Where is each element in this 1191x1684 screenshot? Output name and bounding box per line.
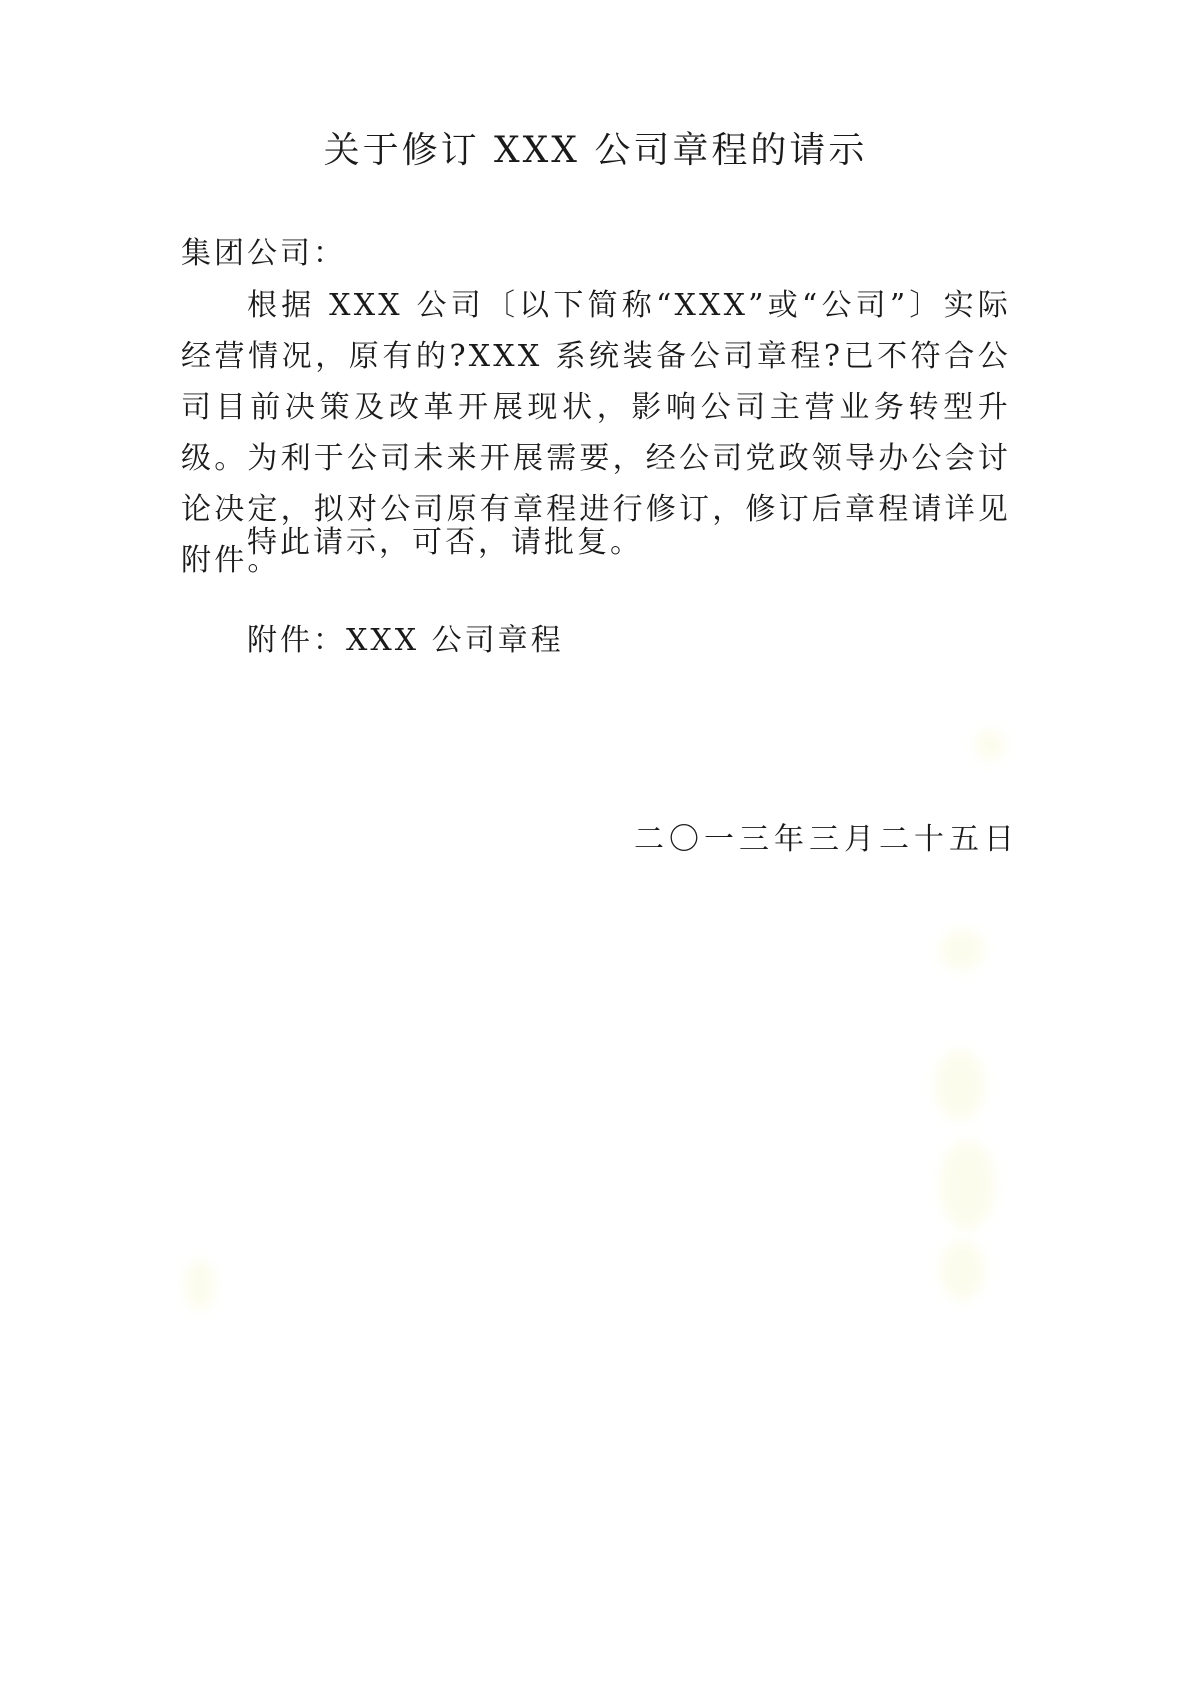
paper-stain [940,930,985,970]
paper-stain [940,1140,995,1230]
paper-stain [935,1050,985,1120]
document-title: 关于修订 XXX 公司章程的请示 [323,130,868,171]
paper-stain [185,1260,215,1310]
document-date: 二〇一三年三月二十五日 [634,822,1019,857]
body-paragraph: 根据 XXX 公司〔以下简称“XXX”或“公司”〕实际经营情况，原有的?XXX 系统装备公司章程?已不符合公司目前决策及改革开展现状，影响公司主营业务转型升级。为利于公司未来开展需要，经公司党政领导办公会讨论决定，拟对公司原有章程进行修订，修订后章程请详见附件。 [181,288,1011,578]
attachment-line: 附件：XXX 公司章程 [247,623,564,658]
closing-line: 特此请示，可否，请批复。 [247,525,643,560]
paper-stain [940,1240,985,1300]
paper-stain [975,730,1005,760]
salutation: 集团公司： [181,236,346,271]
